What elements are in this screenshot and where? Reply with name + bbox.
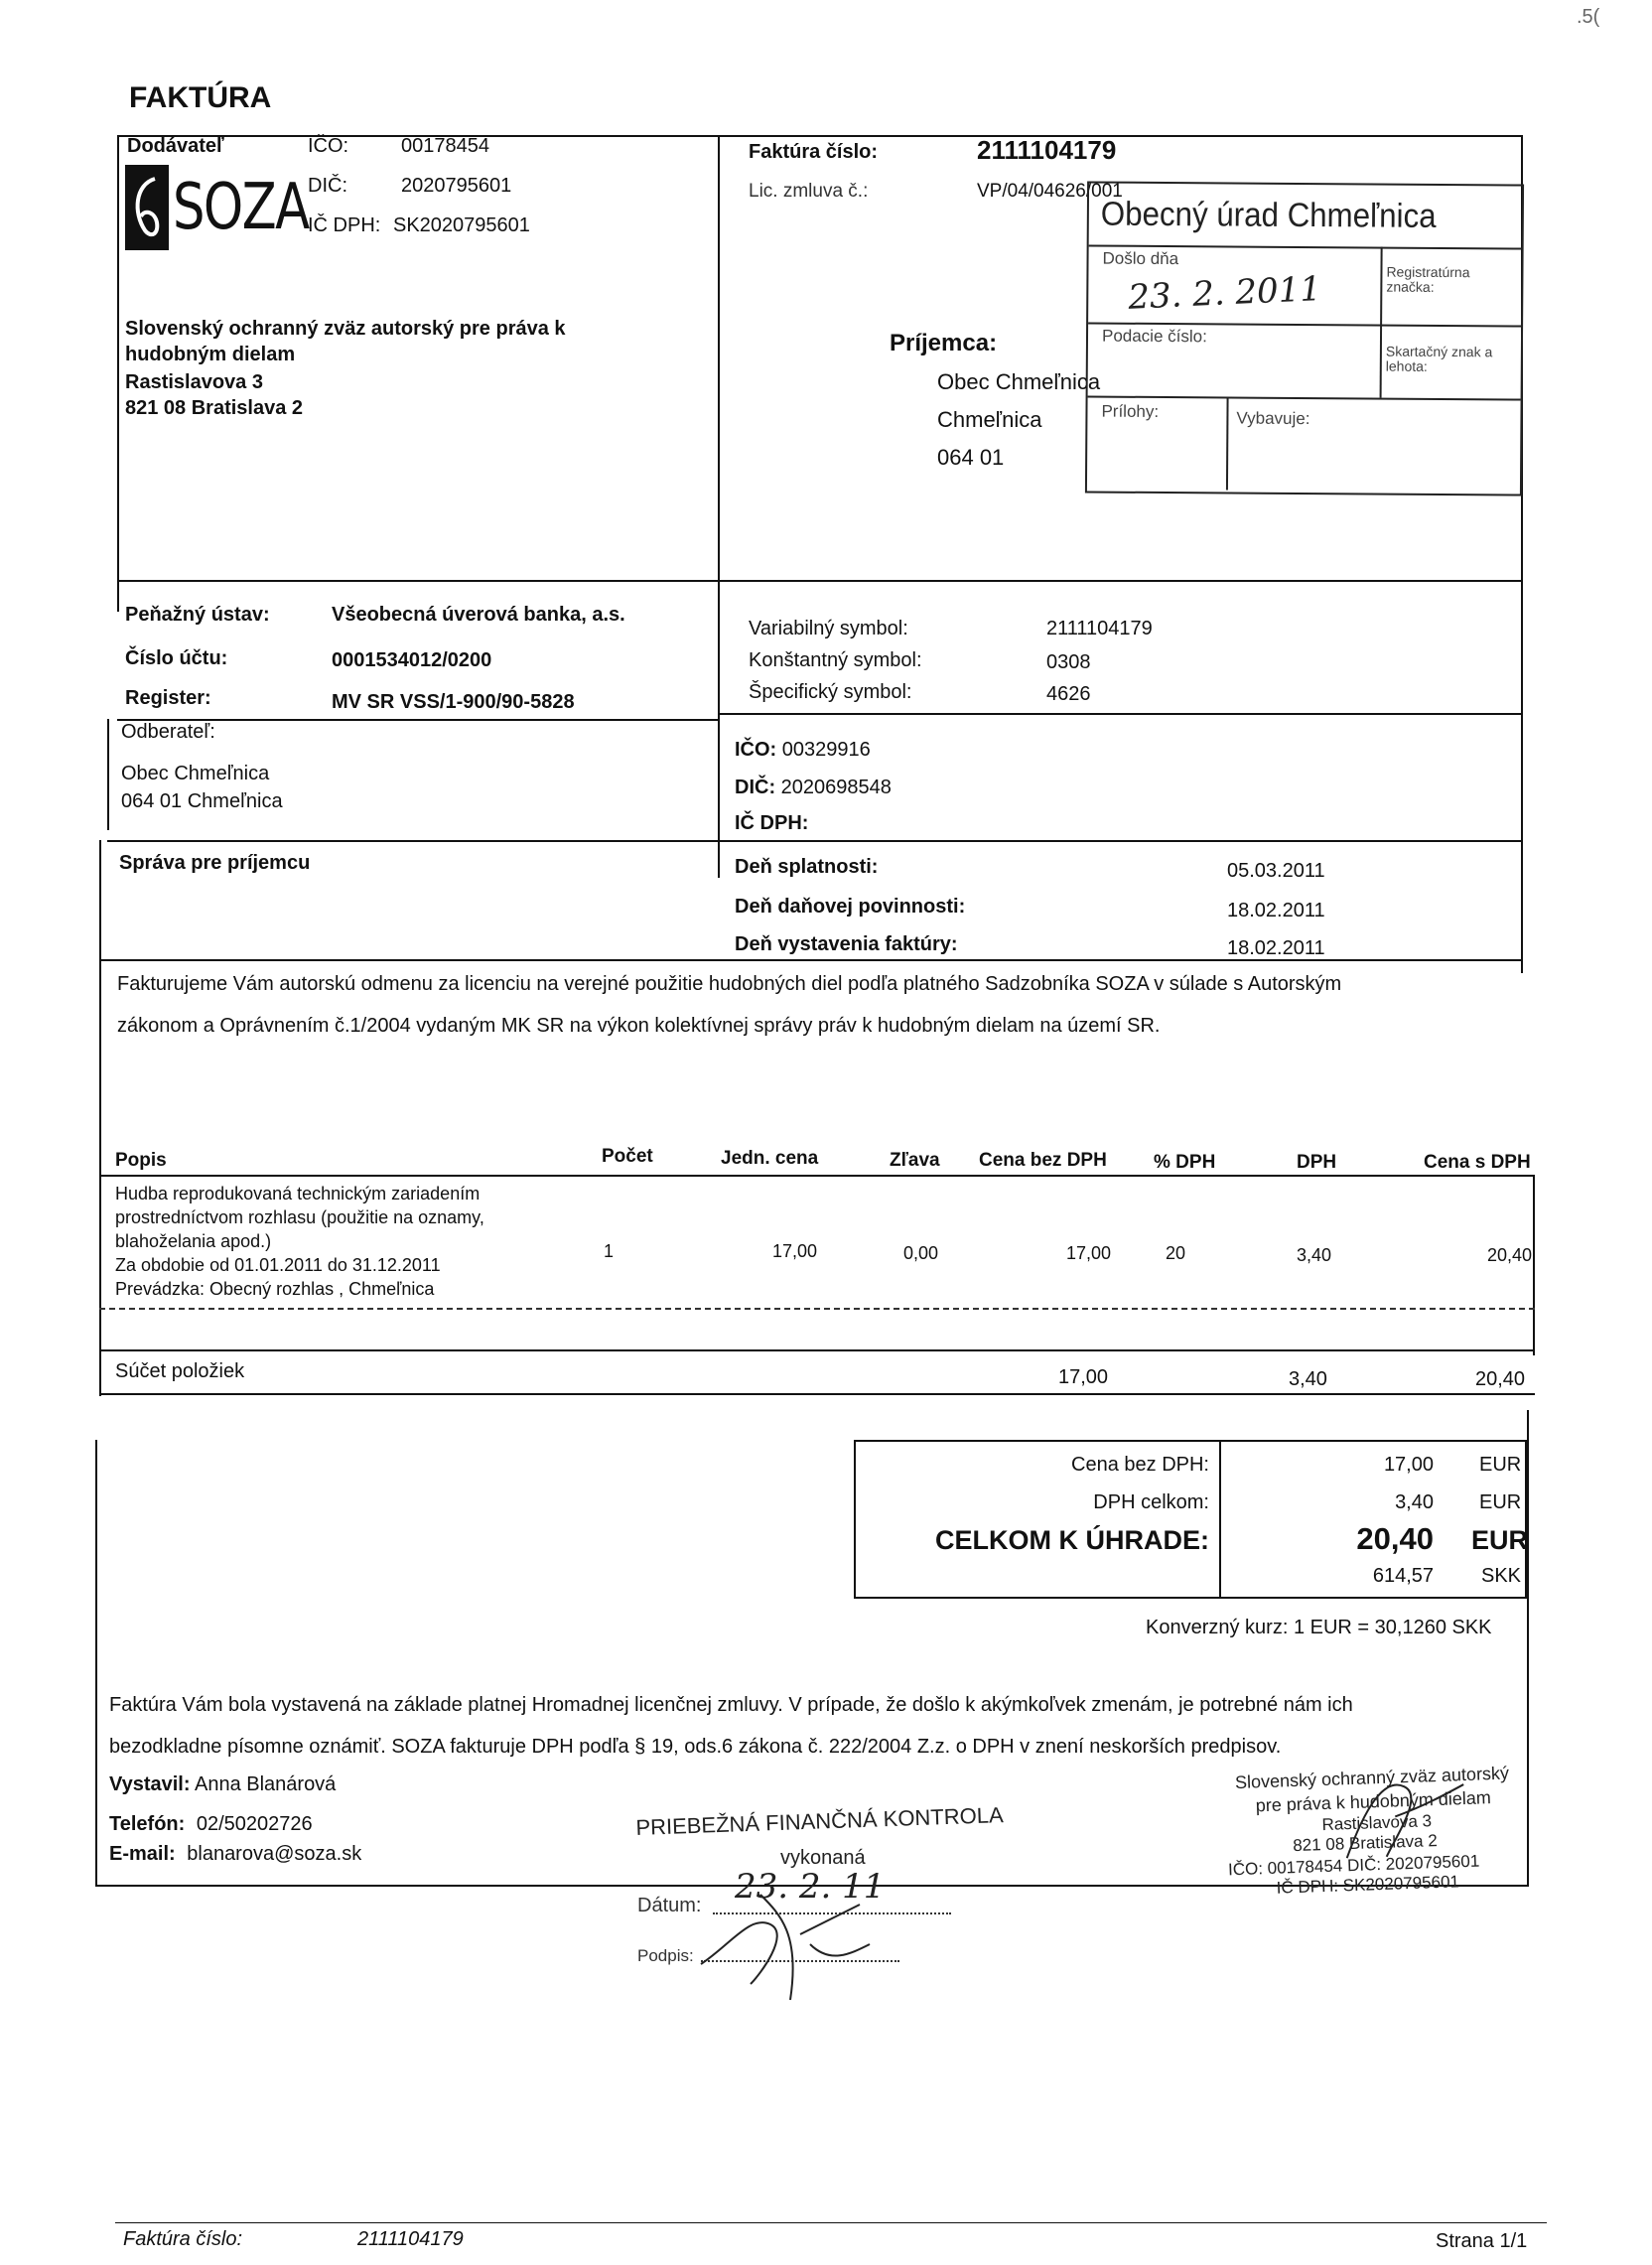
totals-skk: 614,57 <box>1372 1565 1434 1587</box>
totals-skk-currency: SKK <box>1481 1565 1522 1587</box>
invoice-number-label: Faktúra číslo: <box>749 141 879 163</box>
soza-stamp-line1: Slovenský ochranný zväz autorský <box>1234 1763 1510 1793</box>
control-stamp <box>631 1802 1048 2004</box>
th-vat: DPH <box>1297 1152 1337 1173</box>
totals-vat-label: DPH celkom: <box>1093 1491 1209 1513</box>
soza-stamp-line3: Rastislavova 3 <box>1321 1811 1433 1835</box>
variable-symbol: 2111104179 <box>1046 618 1153 639</box>
row-desc-line2: prostredníctvom rozhlasu (použitie na oznamy, <box>115 1207 484 1227</box>
footer-text-line1: Faktúra Vám bola vystavená na základe platnej Hromadnej licenčnej zmluvy. V prípade, že došlo k akýmkoľvek zmenám, je potrebné nám ich <box>109 1694 1353 1716</box>
intro-line1: Fakturujeme Vám autorskú odmenu za licenciu na verejné použitie hudobných diel podľa platného Sadzobníka SOZA v súlade s Autorským <box>117 973 1342 995</box>
supplier-name-line2: hudobným dielam <box>125 344 296 365</box>
corner-mark: .5( <box>1577 6 1600 28</box>
recipient-line2: Chmeľnica <box>937 407 1042 432</box>
control-signature-icon <box>691 1875 890 2002</box>
frame-left-upper <box>117 135 119 612</box>
customer-ico-label: IČO: <box>735 739 777 761</box>
row-discount: 0,00 <box>903 1243 939 1263</box>
variable-symbol-label: Variabilný symbol: <box>749 618 908 639</box>
register-value: MV SR VSS/1-900/90-5828 <box>332 691 575 713</box>
th-desc: Popis <box>115 1150 167 1171</box>
sum-gross: 20,40 <box>1475 1368 1526 1390</box>
totals-total-label: CELKOM K ÚHRADE: <box>935 1525 1209 1555</box>
registry-handled-label: Vybavuje: <box>1236 408 1310 429</box>
registry-stamp-line3 <box>1088 395 1521 400</box>
invoice-number: 2111104179 <box>977 135 1117 165</box>
registry-received-date: 23. 2. 2011 <box>1127 269 1322 318</box>
issued-by <box>109 1773 336 1796</box>
registry-received-label: Došlo dňa <box>1102 248 1179 269</box>
supplier-ico: 00178454 <box>401 135 489 157</box>
totals-vat-currency: EUR <box>1479 1491 1522 1513</box>
customer-dic-value: 2020698548 <box>780 777 892 798</box>
supplier-icdph: SK2020795601 <box>393 214 530 236</box>
supplier-name-line1: Slovenský ochranný zväz autorský pre práva k <box>125 318 566 340</box>
frame-mid-divider <box>718 135 720 878</box>
customer-line2: 064 01 Chmeľnica <box>121 790 283 812</box>
due-date-label: Deň splatnosti: <box>735 856 879 878</box>
bank-name: Všeobecná úverová banka, a.s. <box>332 604 625 626</box>
issued-by-label: Vystavil: <box>109 1773 191 1795</box>
row-net: 17,00 <box>1066 1243 1112 1263</box>
intro-line2: zákonom a Oprávnením č.1/2004 vydaným MK SR na výkon kolektívnej správy práv k hudobným dielam na území SR. <box>117 1015 1161 1037</box>
table-header-line <box>99 1175 1535 1177</box>
supplier-city: 821 08 Bratislava 2 <box>125 397 304 419</box>
totals-net-currency: EUR <box>1479 1454 1522 1476</box>
customer-dic <box>735 777 892 799</box>
recipient-label: Príjemca: <box>890 330 998 356</box>
contract-number: VP/04/04626/001 <box>977 181 1123 202</box>
due-date: 05.03.2011 <box>1227 860 1325 882</box>
issuer-email-value: blanarova@soza.sk <box>187 1843 362 1865</box>
registry-number-label: Registratúrna značka: <box>1386 263 1470 295</box>
issuer-email-label: E-mail: <box>109 1843 176 1865</box>
sum-vat: 3,40 <box>1289 1368 1327 1390</box>
registry-stamp-vline2 <box>1226 396 1229 490</box>
totals-net: 17,00 <box>1383 1454 1434 1476</box>
control-stamp-sign-label: Podpis: <box>637 1946 694 1965</box>
th-gross: Cena s DPH <box>1424 1152 1531 1173</box>
totals-total-currency: EUR <box>1471 1525 1529 1555</box>
soza-stamp-line2: pre práva k hudobným dielam <box>1255 1787 1492 1816</box>
soza-stamp-line5: IČO: 00178454 DIČ: 2020795601 <box>1227 1851 1480 1880</box>
supplier-dic: 2020795601 <box>401 175 512 197</box>
conversion-rate: Konverzný kurz: 1 EUR = 30,1260 SKK <box>1146 1617 1492 1638</box>
table-right-line <box>1533 1175 1535 1355</box>
page-number: Strana 1/1 <box>1436 2230 1528 2252</box>
specific-symbol-label: Špecifický symbol: <box>749 681 912 703</box>
footer-invoice-label: Faktúra číslo: <box>123 2228 243 2250</box>
supplier-street: Rastislavova 3 <box>125 371 263 393</box>
soza-stamp-line6: IČ DPH: SK2020795601 <box>1276 1872 1460 1898</box>
constant-symbol-label: Konštantný symbol: <box>749 649 922 671</box>
tax-date-label: Deň daňovej povinnosti: <box>735 896 966 918</box>
account-number: 0001534012/0200 <box>332 649 492 671</box>
soza-logo <box>125 165 309 250</box>
bank-label: Peňažný ústav: <box>125 604 270 626</box>
bank-top-line <box>117 580 1523 582</box>
th-net: Cena bez DPH <box>979 1150 1107 1171</box>
recipient-line1: Obec Chmeľnica <box>937 369 1101 394</box>
control-stamp-date-label: Dátum: <box>637 1895 702 1916</box>
tax-date: 18.02.2011 <box>1227 900 1325 921</box>
supplier-dic-label: DIČ: <box>308 175 347 197</box>
page-title: FAKTÚRA <box>129 81 272 114</box>
customer-dic-label: DIČ: <box>735 777 776 798</box>
issued-by-name: Anna Blanárová <box>194 1773 337 1795</box>
customer-left-line <box>107 719 109 830</box>
row-rate: 20 <box>1166 1243 1186 1263</box>
row-desc-line3: blahoželania apod.) <box>115 1231 272 1251</box>
soza-stamp-signature-icon <box>1334 1765 1476 1869</box>
th-rate: % DPH <box>1154 1152 1216 1173</box>
registry-stamp-vline <box>1380 247 1383 398</box>
recipient-line3: 064 01 <box>937 445 1005 470</box>
soza-logo-text: SOZA <box>173 171 309 244</box>
contract-label: Lic. zmluva č.: <box>749 181 869 202</box>
totals-box <box>854 1440 1527 1599</box>
issuer-email <box>109 1843 361 1866</box>
totals-net-label: Cena bez DPH: <box>1071 1454 1209 1476</box>
frame-right-mid <box>1521 743 1523 973</box>
table-sum-bottom-line <box>99 1393 1535 1395</box>
supplier-label: Dodávateľ <box>127 135 224 157</box>
soza-logo-icon <box>125 165 169 250</box>
registry-filing-label: Podacie číslo: <box>1101 326 1207 347</box>
issuer-phone-label: Telefón: <box>109 1813 186 1835</box>
table-row-dashes <box>99 1308 1535 1310</box>
row-gross: 20,40 <box>1487 1245 1533 1265</box>
sum-net: 17,00 <box>1058 1366 1109 1388</box>
row-desc-line4: Za obdobie od 01.01.2011 do 31.12.2011 <box>115 1255 441 1275</box>
frame-left-bottom <box>95 1440 97 1887</box>
message-label: Správa pre príjemcu <box>119 852 311 874</box>
row-desc-line1: Hudba reprodukovaná technickým zariadením <box>115 1184 481 1203</box>
customer-ico-value: 00329916 <box>781 739 871 761</box>
control-stamp-line2: vykonaná <box>780 1847 866 1869</box>
constant-symbol: 0308 <box>1046 651 1091 673</box>
table-sum-top-line <box>99 1349 1535 1351</box>
footer-invoice-number: 2111104179 <box>357 2228 464 2250</box>
customer-icdph-label: IČ DPH: <box>735 812 809 834</box>
specific-symbol: 4626 <box>1046 683 1091 705</box>
row-qty: 1 <box>604 1241 615 1261</box>
supplier-icdph-label: IČ DPH: <box>308 214 381 236</box>
soza-stamp-line4: 821 08 Bratislava 2 <box>1292 1831 1439 1856</box>
customer-ico <box>735 739 871 762</box>
customer-line1: Obec Chmeľnica <box>121 763 270 784</box>
th-qty: Počet <box>602 1146 653 1167</box>
control-stamp-date-hand: 23. 2. 11 <box>735 1867 886 1907</box>
row-unit-price: 17,00 <box>772 1241 818 1261</box>
customer-label: Odberateľ: <box>121 721 215 743</box>
issuer-phone-value: 02/50202726 <box>196 1813 313 1835</box>
totals-divider <box>1219 1442 1221 1597</box>
account-label: Číslo účtu: <box>125 647 228 669</box>
sum-label: Súčet položiek <box>115 1360 245 1382</box>
totals-total: 20,40 <box>1356 1521 1434 1556</box>
frame-left-lower <box>99 840 101 1396</box>
supplier-ico-label: IČO: <box>308 135 349 157</box>
row-desc-line5: Prevádzka: Obecný rozhlas , Chmeľnica <box>115 1279 435 1299</box>
footer-text-line2: bezodkladne písomne oznámiť. SOZA fakturuje DPH podľa § 19, ods.6 zákona č. 222/2004 Z.z. o DPH v znení neskorších predpisov. <box>109 1736 1282 1758</box>
th-disc: Zľava <box>890 1150 940 1171</box>
register-label: Register: <box>125 687 211 709</box>
registry-retention-label: Skartačný znak a lehota: <box>1385 343 1493 374</box>
customer-bottom-line <box>107 840 1523 842</box>
totals-vat: 3,40 <box>1395 1491 1434 1513</box>
registry-attachments-label: Prílohy: <box>1101 401 1160 421</box>
issue-date: 18.02.2011 <box>1227 937 1325 959</box>
soza-stamp <box>1225 1763 1538 1912</box>
page-footer-line <box>115 2222 1547 2223</box>
registry-stamp-title: Obecný úrad Chmeľnica <box>1100 195 1437 235</box>
row-vat: 3,40 <box>1297 1245 1332 1265</box>
th-unit: Jedn. cena <box>721 1148 819 1169</box>
control-stamp-line1: PRIEBEŽNÁ FINANČNÁ KONTROLA <box>635 1802 1005 1840</box>
issue-date-label: Deň vystavenia faktúry: <box>735 933 958 955</box>
symbols-bottom-line <box>718 713 1522 715</box>
registry-stamp <box>1085 181 1524 495</box>
issuer-phone <box>109 1813 313 1836</box>
